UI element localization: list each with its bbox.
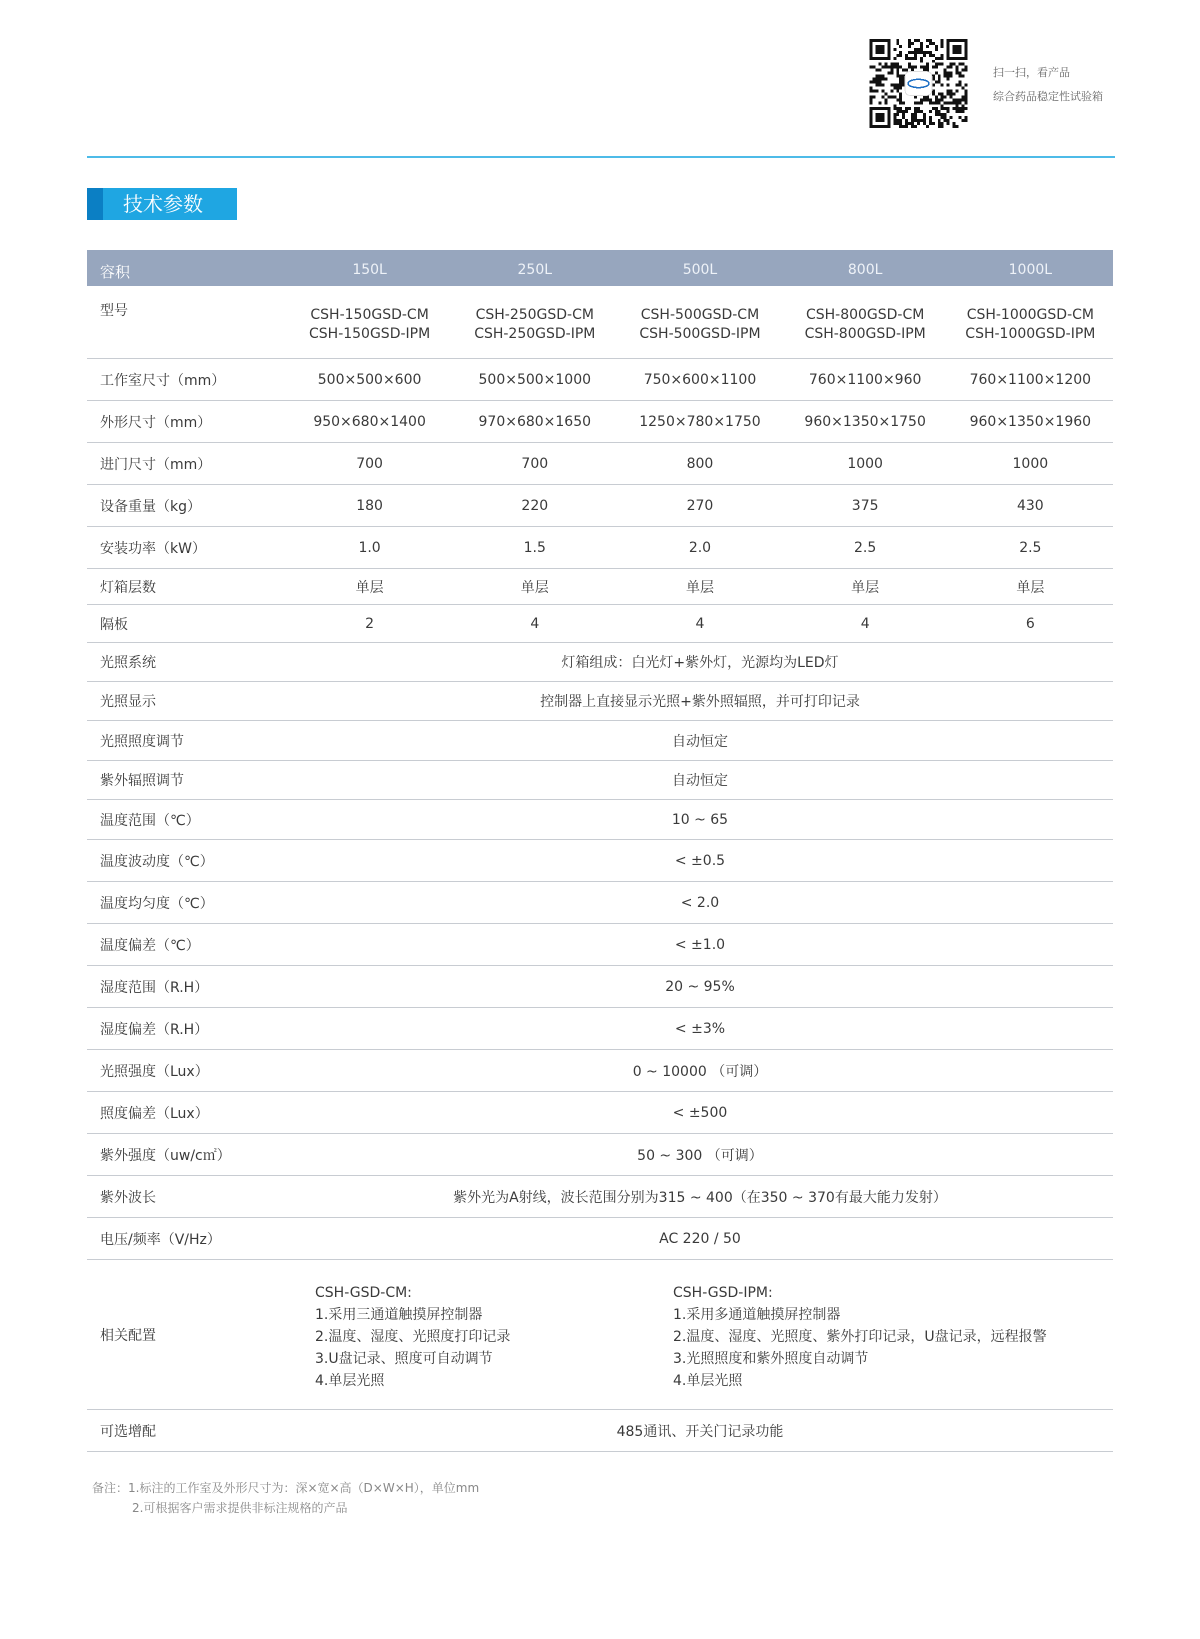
table-header xyxy=(87,250,1113,286)
row-value: 自动恒定 xyxy=(671,733,728,750)
row-label: 进门尺寸（mm） xyxy=(100,456,212,473)
row-value: 760×1100×960 xyxy=(808,371,922,388)
row-value: < ±500 xyxy=(672,1104,728,1121)
model-cm: CSH-1000GSD-CM xyxy=(966,307,1094,323)
row-value: 2 xyxy=(365,615,375,632)
row-label: 可选增配 xyxy=(100,1423,156,1440)
row-value: 485通讯、开关门记录功能 xyxy=(616,1423,784,1440)
row-label: 照度偏差（Lux） xyxy=(100,1105,209,1122)
qr-caption: 扫一扫，看产品 xyxy=(993,66,1070,79)
row-value: 灯箱组成：白光灯+紫外灯，光源均为LED灯 xyxy=(561,655,839,671)
spec-row xyxy=(87,1176,1113,1218)
spec-table xyxy=(87,250,1113,1452)
config-ipm xyxy=(673,1282,1047,1392)
row-value: 2.0 xyxy=(688,539,712,556)
config-cm xyxy=(315,1282,510,1392)
row-label: 型号 xyxy=(100,303,128,319)
row-value: 50 ~ 300 （可调） xyxy=(637,1147,763,1164)
optional-row xyxy=(87,1410,1113,1452)
row-value: 10 ~ 65 xyxy=(671,811,729,828)
section-title: 技术参数 xyxy=(87,188,237,220)
row-value: 700 xyxy=(356,455,383,472)
row-value: 0 ~ 10000 （可调） xyxy=(632,1063,768,1080)
row-value: 1000 xyxy=(847,455,883,472)
spec-row xyxy=(87,721,1113,761)
row-label: 紫外波长 xyxy=(100,1189,156,1206)
config-line: 2.温度、湿度、光照度打印记录 xyxy=(315,1329,511,1345)
row-value: 单层 xyxy=(685,579,714,596)
row-value: 760×1100×1200 xyxy=(969,371,1092,388)
notes xyxy=(92,1478,479,1518)
config-line: CSH-GSD-IPM: xyxy=(673,1285,773,1301)
spec-row xyxy=(87,1008,1113,1050)
row-value: 20 ~ 95% xyxy=(665,978,735,995)
spec-row xyxy=(87,643,1113,682)
row-value: 800 xyxy=(686,455,714,472)
config-line: 2.温度、湿度、光照度、紫外打印记录，U盘记录，远程报警 xyxy=(673,1329,1047,1345)
row-value: 950×680×1400 xyxy=(313,413,426,430)
spec-row xyxy=(87,882,1113,924)
config-line: 3.U盘记录、照度可自动调节 xyxy=(315,1351,493,1367)
row-label: 光照显示 xyxy=(100,694,156,710)
row-value: 4 xyxy=(530,615,540,632)
row-value: 960×1350×1960 xyxy=(969,413,1092,430)
row-label: 外形尺寸（mm） xyxy=(100,414,212,431)
row-label: 光照强度（Lux） xyxy=(100,1063,209,1080)
model-cell xyxy=(948,286,1113,344)
model-cm: CSH-150GSD-CM xyxy=(310,307,429,323)
row-value: 2.5 xyxy=(854,539,877,556)
row-value: 270 xyxy=(686,497,714,514)
row-label: 隔板 xyxy=(100,616,128,633)
row-value: < 2.0 xyxy=(680,894,720,911)
config-line: 1.采用三通道触摸屏控制器 xyxy=(315,1307,483,1323)
model-cell xyxy=(617,286,782,344)
model-cell xyxy=(783,286,948,344)
row-label: 紫外强度（uw/c㎡） xyxy=(100,1147,231,1164)
row-value: 自动恒定 xyxy=(671,773,728,789)
header-cell: 250L xyxy=(517,262,553,278)
config-line: 1.采用多通道触摸屏控制器 xyxy=(673,1307,841,1323)
row-value: 1.0 xyxy=(358,539,381,556)
spec-row xyxy=(87,605,1113,643)
row-label: 湿度范围（R.H） xyxy=(100,979,209,996)
header-cell: 500L xyxy=(682,262,718,278)
row-value: 紫外光为A射线，波长范围分别为315 ~ 400（在350 ~ 370有最大能力发射） xyxy=(453,1189,947,1206)
config-line: 4.单层光照 xyxy=(315,1373,385,1389)
row-value: 375 xyxy=(851,497,879,514)
spec-row xyxy=(87,1218,1113,1260)
row-value: 1000 xyxy=(1012,455,1049,472)
row-label: 温度均匀度（℃） xyxy=(100,895,214,912)
model-cm: CSH-500GSD-CM xyxy=(640,307,760,323)
row-label: 紫外辐照调节 xyxy=(100,773,184,789)
row-label: 温度波动度（℃） xyxy=(100,853,214,870)
qr-product-name: 综合药品稳定性试验箱 xyxy=(993,90,1103,103)
row-value: 1.5 xyxy=(523,539,546,556)
row-label: 电压/频率（V/Hz） xyxy=(100,1231,221,1248)
note-line: 2.可根据客户需求提供非标注规格的产品 xyxy=(132,1501,348,1515)
model-ipm: CSH-1000GSD-IPM xyxy=(965,326,1096,342)
spec-row xyxy=(87,966,1113,1008)
row-value: 970×680×1650 xyxy=(478,413,592,430)
row-value: 180 xyxy=(356,497,383,514)
model-ipm: CSH-250GSD-IPM xyxy=(474,326,596,342)
row-label: 设备重量（kg） xyxy=(100,498,201,515)
row-value: 4 xyxy=(860,615,870,632)
spec-row xyxy=(87,761,1113,800)
header-cell: 1000L xyxy=(1008,262,1053,278)
model-cell xyxy=(287,286,452,344)
row-value: < ±0.5 xyxy=(674,852,726,869)
row-label: 灯箱层数 xyxy=(100,579,156,596)
spec-row xyxy=(87,682,1113,721)
row-value: 6 xyxy=(1025,615,1035,632)
row-value: < ±1.0 xyxy=(674,936,726,953)
model-ipm: CSH-800GSD-IPM xyxy=(804,326,926,342)
row-label: 光照系统 xyxy=(100,655,156,671)
row-value: 4 xyxy=(695,615,705,632)
config-line: 4.单层光照 xyxy=(673,1373,743,1389)
header-label: 容积 xyxy=(100,262,131,281)
model-ipm: CSH-500GSD-IPM xyxy=(639,326,761,342)
spec-row xyxy=(87,1050,1113,1092)
spec-row xyxy=(87,1092,1113,1134)
spec-row xyxy=(87,527,1113,569)
model-cell xyxy=(452,286,617,344)
spec-row xyxy=(87,443,1113,485)
config-line: 3.光照照度和紫外照度自动调节 xyxy=(673,1351,869,1367)
model-ipm: CSH-150GSD-IPM xyxy=(309,326,431,342)
spec-row xyxy=(87,840,1113,882)
row-label: 相关配置 xyxy=(100,1327,156,1344)
note-line: 备注：1.标注的工作室及外形尺寸为：深×宽×高（D×W×H），单位mm xyxy=(92,1481,480,1495)
row-label: 温度偏差（℃） xyxy=(100,937,200,954)
spec-row xyxy=(87,1134,1113,1176)
row-value: 500×500×1000 xyxy=(478,371,592,388)
row-value: 750×600×1100 xyxy=(643,371,757,388)
header-cell: 150L xyxy=(352,262,387,278)
row-value: 单层 xyxy=(520,579,549,596)
row-value: 430 xyxy=(1016,497,1044,514)
row-value: 控制器上直接显示光照+紫外照辐照，并可打印记录 xyxy=(540,694,860,710)
qr-code xyxy=(869,39,968,128)
row-label: 湿度偏差（R.H） xyxy=(100,1021,209,1038)
row-value: 单层 xyxy=(355,579,384,596)
config-row xyxy=(87,1260,1113,1410)
spec-row xyxy=(87,924,1113,966)
spec-row xyxy=(87,485,1113,527)
spec-row xyxy=(87,569,1113,605)
header-cell: 800L xyxy=(847,262,883,278)
row-label: 工作室尺寸（mm） xyxy=(100,372,226,389)
row-value: 500×500×600 xyxy=(317,371,422,388)
row-label: 光照照度调节 xyxy=(100,733,184,750)
row-value: < ±3% xyxy=(674,1020,726,1037)
model-row xyxy=(87,286,1113,359)
row-value: 2.5 xyxy=(1019,539,1042,556)
row-label: 安装功率（kW） xyxy=(100,540,206,557)
row-value: 960×1350×1750 xyxy=(804,413,926,430)
header-divider xyxy=(87,156,1115,158)
spec-row xyxy=(87,800,1113,840)
row-label: 温度范围（℃） xyxy=(100,812,200,829)
spec-row xyxy=(87,359,1113,401)
spec-row xyxy=(87,401,1113,443)
row-value: 220 xyxy=(521,497,549,514)
row-value: AC 220 / 50 xyxy=(659,1230,741,1247)
model-cm: CSH-800GSD-CM xyxy=(805,307,925,323)
row-value: 1250×780×1750 xyxy=(639,413,761,430)
row-value: 单层 xyxy=(1016,579,1045,596)
row-value: 单层 xyxy=(851,579,880,596)
row-value: 700 xyxy=(521,455,549,472)
config-line: CSH-GSD-CM: xyxy=(315,1285,412,1301)
model-cm: CSH-250GSD-CM xyxy=(475,307,594,323)
